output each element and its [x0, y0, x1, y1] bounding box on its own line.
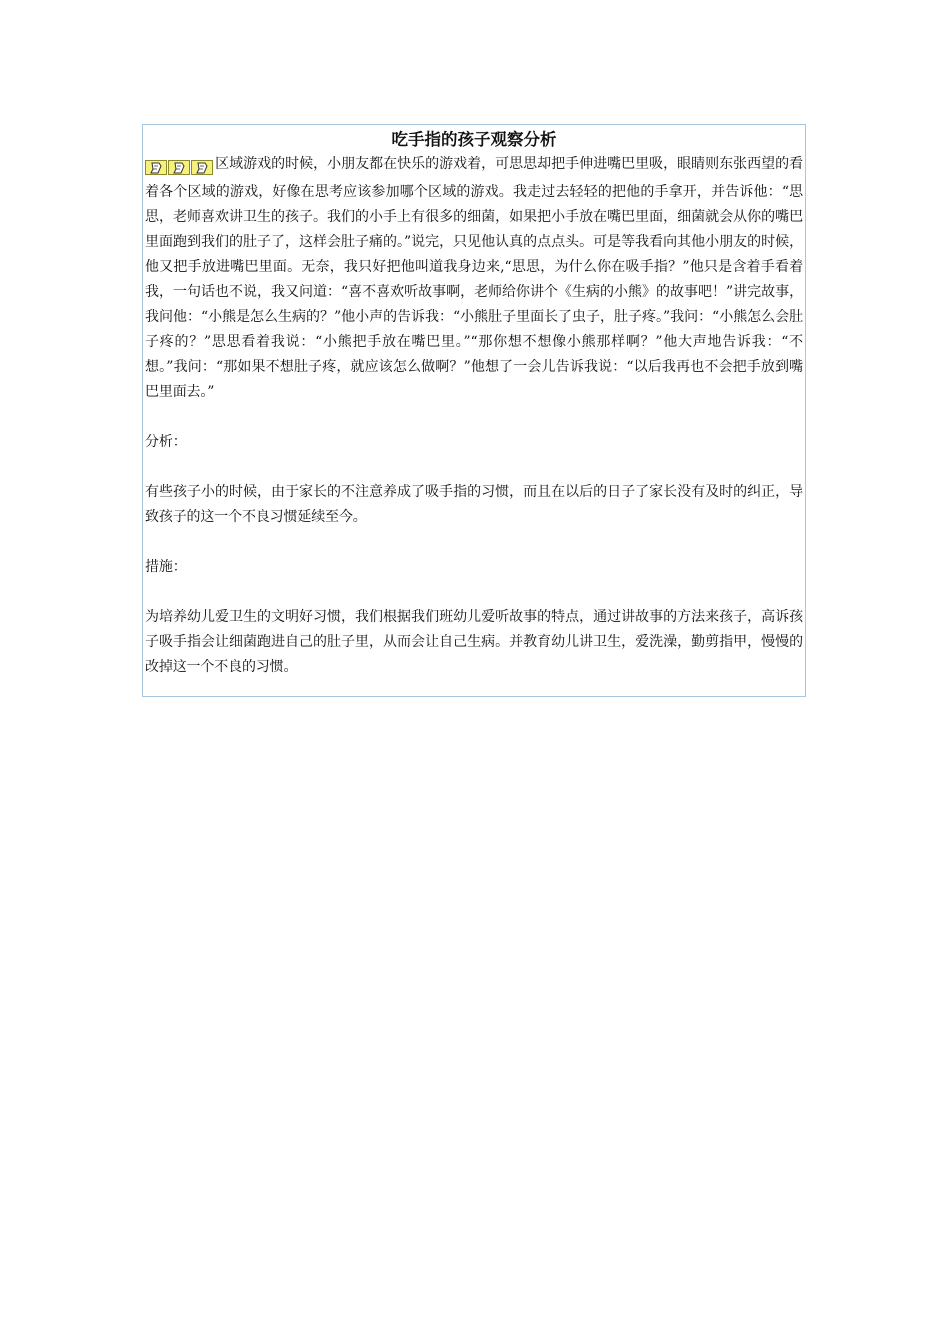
spacer: [145, 580, 803, 605]
spacer: [145, 455, 803, 480]
scroll-icon: [191, 160, 213, 175]
spacer: [145, 530, 803, 555]
document-title: 吃手指的孩子观察分析: [391, 130, 557, 149]
scroll-icon: [145, 160, 167, 175]
analysis-paragraph: 有些孩子小的时候，由于家长的不注意养成了吸手指的习惯，而且在以后的日子了家长没有及时的纠正，导致孩子的这一个不良习惯延续至今。: [145, 484, 803, 525]
scroll-icon: [168, 160, 190, 175]
measures-paragraph: 为培养幼儿爱卫生的文明好习惯，我们根据我们班幼儿爱听故事的特点，通过讲故事的方法来孩子，高诉孩子吸手指会让细菌跑进自己的肚子里，从而会让自己生病。并教育幼儿讲卫生，爱洗澡，勤剪指甲，慢慢的改掉这一个不良的习惯。: [145, 609, 803, 675]
decoration-icons: [145, 155, 214, 180]
analysis-heading: 分析：: [145, 434, 187, 450]
document-frame: [142, 124, 806, 697]
story-paragraph: [145, 152, 803, 405]
story-text: 区域游戏的时候，小朋友都在快乐的游戏着，可思思却把手伸进嘴巴里吸，眼睛则东张西望的看着各个区域的游戏，好像在思考应该参加哪个区域的游戏。我走过去轻轻的把他的手拿开，并告诉他：“思思，老师喜欢讲卫生的孩子。我们的小手上有很多的细菌，如果把小手放在嘴巴里面，细菌就会从你的嘴巴里面跑到我们的肚子了，这样会肚子痛的。”说完，只见他认真的点点头。可是等我看向其他小朋友的时候，他又把手放进嘴巴里面。无奈，我只好把他叫道我身边来,“思思，为什么你在吸手指？”他只是含着手看着我，一句话也不说，我又问道：“喜不喜欢听故事啊，老师给你讲个《生病的小熊》的故事吧！”讲完故事，我问他：“小熊是怎么生病的？”他小声的告诉我：“小熊肚子里面长了虫子，肚子疼。”我问：“小熊怎么会肚子疼的？”思思看着我说：“小熊把手放在嘴巴里。”“那你想不想像小熊那样啊？”他大声地告诉我：“不想。”我问：“那如果不想肚子疼，就应该怎么做啊？”他想了一会儿告诉我说：“以后我再也不会把手放到嘴巴里面去。”: [145, 156, 803, 400]
spacer: [145, 405, 803, 430]
measures-heading: 措施：: [145, 559, 187, 575]
